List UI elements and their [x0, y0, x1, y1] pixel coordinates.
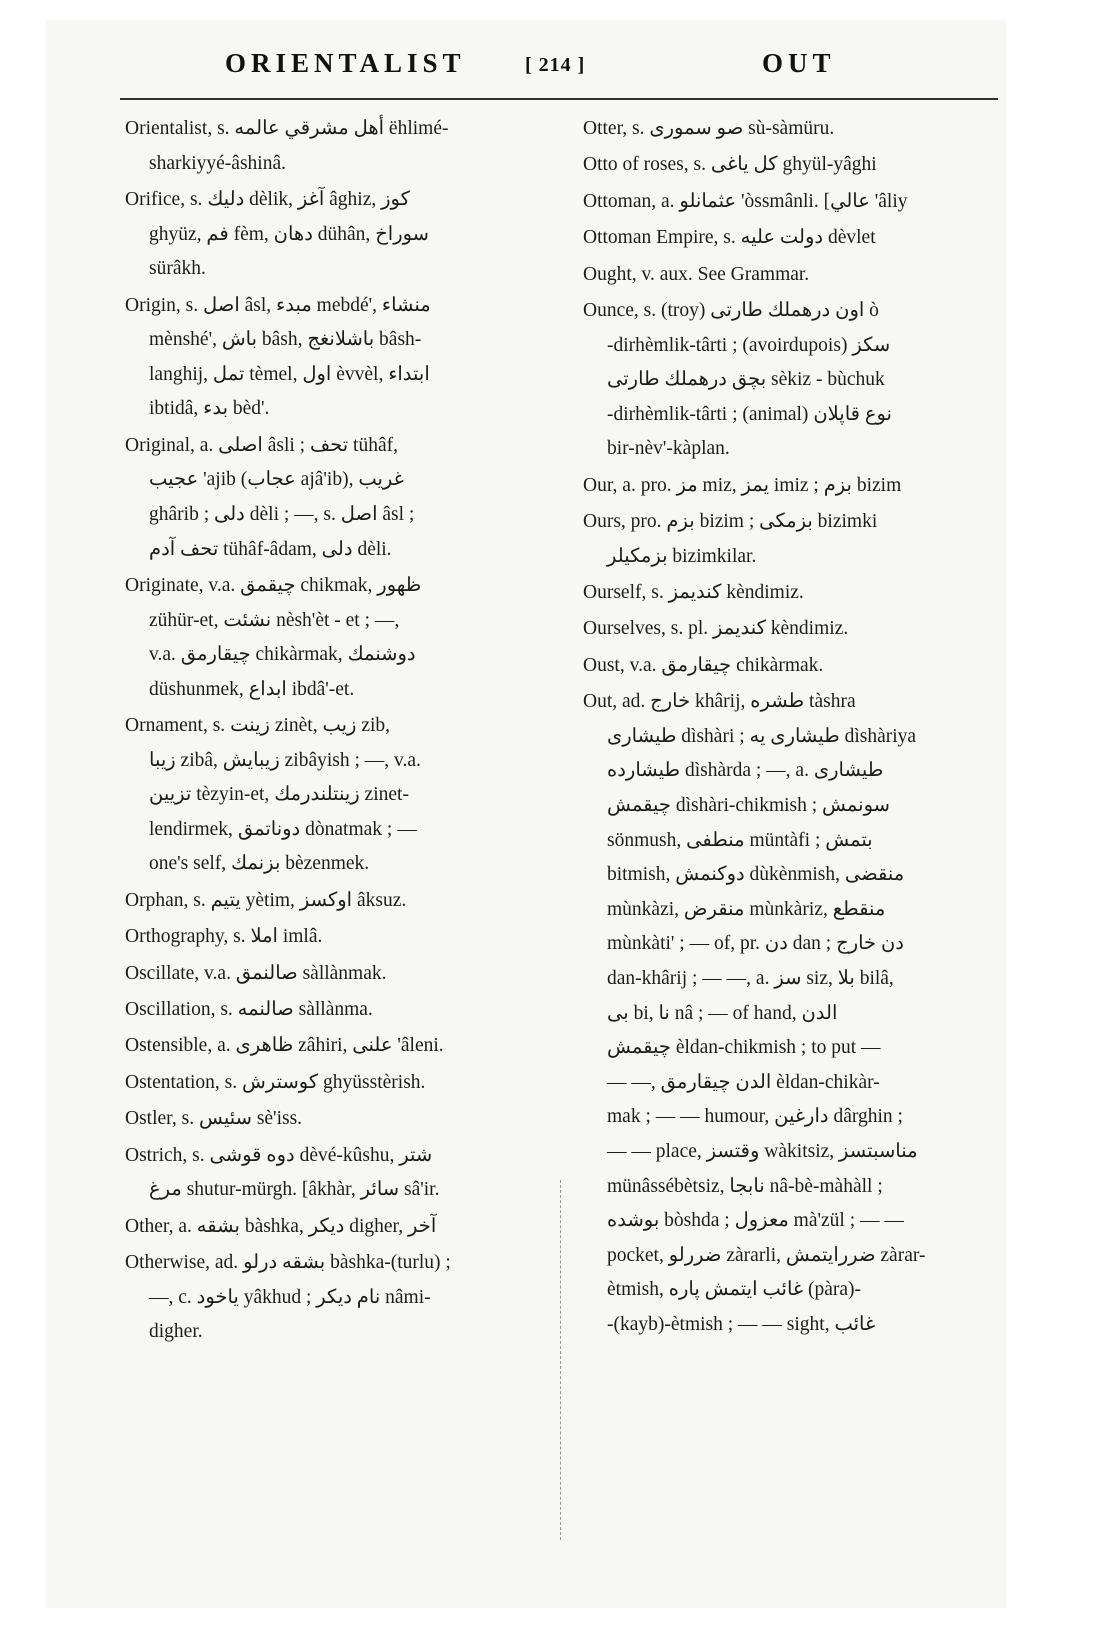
entry-continuation: sönmush, منطفى müntàfi ; بتمش	[607, 829, 873, 851]
entry-headline: Originate, v.a. چيقمق chikmak, ظهور	[125, 574, 422, 596]
dictionary-entry	[125, 112, 545, 181]
entry-headline: Origin, s. اصل âsl, مبدء mebdé', منشاء	[125, 294, 431, 316]
entry-continuation: digher.	[149, 1321, 203, 1343]
column-divider	[560, 1180, 562, 1540]
entry-headline: Original, a. اصلی âsli ; تحف tühâf,	[125, 434, 398, 456]
entry-continuation: mak ; — — humour, دارغين dârghin ;	[607, 1106, 903, 1128]
dictionary-entry	[125, 289, 545, 427]
entry-headline: Ottoman, a. عثمانلو 'òssmânli. [عالي 'âliy	[583, 190, 908, 212]
entry-continuation: زيبا zibâ, زيبايش zibâyish ; —, v.a.	[149, 749, 421, 771]
entry-headline: Orthography, s. املا imlâ.	[125, 926, 323, 948]
entry-headline: Out, ad. خارج khârij, طشره tàshra	[583, 691, 856, 713]
left-column	[125, 112, 545, 1352]
dictionary-entry	[125, 993, 545, 1028]
entry-headline: Orphan, s. يتيم yètim, اوكسز âksuz.	[125, 889, 407, 911]
entry-continuation: بوشده bòshda ; معزول mà'zül ; — —	[607, 1210, 904, 1232]
right-column	[583, 112, 998, 1344]
entry-continuation: ibtidâ, بدء bèd'.	[149, 398, 270, 420]
dictionary-entry	[125, 569, 545, 707]
entry-continuation: چيقمش dìshàri-chikmish ; سونمش	[607, 795, 891, 817]
entry-continuation: langhij, تمل tèmel, اول èvvèl, ابتداء	[149, 363, 430, 385]
entry-continuation: sharkiyyé-âshinâ.	[149, 152, 286, 174]
dictionary-entry	[583, 148, 998, 183]
entry-continuation: ghârib ; دلى dèli ; —, s. اصل âsl ;	[149, 503, 415, 525]
entry-headline: Otto of roses, s. كل ياغى ghyül-yâghi	[583, 154, 877, 176]
entry-continuation: طيشارى dìshàri ; طيشارى يه dìshàriya	[607, 725, 917, 747]
dictionary-entry	[125, 183, 545, 287]
dictionary-entry	[125, 1210, 545, 1245]
entry-continuation: مرغ shutur-mürgh. [âkhàr, سائر sâ'ir.	[149, 1179, 440, 1201]
entry-continuation: چيقمش èldan-chikmish ; to put —	[607, 1037, 881, 1059]
entry-continuation: v.a. چيقارمق chikàrmak, دوشنمك	[149, 644, 416, 666]
entry-continuation: — —, الدن چيقارمق èldan-chikàr-	[607, 1071, 880, 1093]
entry-headline: Oust, v.a. چيقارمق chikàrmak.	[583, 654, 824, 676]
dictionary-entry	[583, 505, 998, 574]
entry-continuation: —, c. ياخود yâkhud ; نام ديكر nâmi-	[149, 1286, 431, 1308]
entry-continuation: lendirmek, دوناتمق dònatmak ; —	[149, 818, 417, 840]
entry-continuation: ètmish, غائب ايتمش پاره (pàra)-	[607, 1279, 862, 1301]
dictionary-entry	[583, 221, 998, 256]
entry-headline: Ostentation, s. كوسترش ghyüsstèrish.	[125, 1071, 426, 1093]
entry-continuation: — — place, وقتسز wàkitsiz, مناسبتسز	[607, 1140, 918, 1162]
entry-continuation: -dirhèmlik-târti ; (animal) نوع قاپلان	[607, 403, 892, 425]
entry-continuation: mùnkàti' ; — of, pr. دن dan ; دن خارج	[607, 933, 904, 955]
entry-headline: Ought, v. aux. See Grammar.	[583, 263, 810, 285]
running-head-right: OUT	[762, 48, 836, 78]
dictionary-entry	[125, 709, 545, 882]
dictionary-entry	[583, 685, 998, 1342]
entry-headline: Other, a. بشقه bàshka, ديكر digher, آخر	[125, 1215, 437, 1237]
dictionary-entry	[125, 1066, 545, 1101]
entry-continuation: mùnkàzi, منقرض mùnkàriz, منقطع	[607, 898, 886, 920]
entry-continuation: بچق درهملك طارتى sèkiz - bùchuk	[607, 369, 885, 391]
dictionary-entry	[583, 258, 998, 293]
entry-continuation: bir-nèv'-kàplan.	[607, 438, 730, 460]
entry-continuation: zühür-et, نشئت nèsh'èt - et ; —,	[149, 609, 400, 631]
entry-headline: Ottoman Empire, s. دولت عليه dèvlet	[583, 227, 876, 249]
entry-headline: Our, a. pro. مز miz, يمز imiz ; بزم bizim	[583, 474, 902, 496]
entry-continuation: -(kayb)-ètmish ; — — sight, غائب	[607, 1313, 876, 1335]
entry-continuation: بزمكيلر bizimkilar.	[607, 545, 757, 567]
entry-continuation: münâssébètsiz, نابجا nâ-bè-màhàll ;	[607, 1175, 883, 1197]
entry-continuation: dan-khârij ; — —, a. سز siz, بلا bilâ,	[607, 968, 894, 990]
dictionary-entry	[583, 576, 998, 611]
entry-continuation: تزيين tèzyin-et, زينتلندرمك zinet-	[149, 784, 409, 806]
dictionary-entry	[125, 1246, 545, 1350]
entry-headline: Orientalist, s. أهل مشرقي عالمه ëhlimé-	[125, 118, 449, 139]
entry-continuation: sürâkh.	[149, 258, 206, 280]
entry-headline: Ostler, s. سئيس sè'iss.	[125, 1108, 303, 1130]
running-head-left: ORIENTALIST	[225, 48, 466, 78]
dictionary-entry	[125, 1102, 545, 1137]
dictionary-entry	[583, 612, 998, 647]
entry-continuation: تحف آدم tühâf-âdam, دلی dèli.	[149, 538, 392, 560]
dictionary-entry	[125, 1139, 545, 1208]
entry-headline: Oscillate, v.a. صالنمق sàllànmak.	[125, 962, 387, 984]
entry-continuation: عجيب 'ajib (عجاب ajâ'ib), غريب	[149, 469, 404, 491]
entry-headline: Oscillation, s. صالنمه sàllànma.	[125, 999, 373, 1021]
page-number: [ 214 ]	[525, 54, 586, 76]
dictionary-entry	[125, 957, 545, 992]
entry-headline: Ostensible, a. ظاهرى zâhiri, علنى 'âleni.	[125, 1035, 444, 1057]
entry-continuation: one's self, بزنمك bèzenmek.	[149, 853, 370, 875]
entry-continuation: düshunmek, ابداع ibdâ'-et.	[149, 678, 355, 700]
header-rule	[120, 98, 998, 100]
dictionary-entry	[125, 429, 545, 567]
dictionary-entry	[583, 112, 998, 147]
entry-headline: Ourself, s. كنديمز kèndimiz.	[583, 582, 804, 604]
dictionary-entry	[583, 469, 998, 504]
entry-headline: Ounce, s. (troy) اون درهملك طارتى ò	[583, 299, 879, 321]
entry-headline: Ostrich, s. دوه قوشى dèvé-kûshu, شتر	[125, 1144, 433, 1166]
entry-headline: Ornament, s. زينت zinèt, زيب zib,	[125, 715, 391, 737]
entry-headline: Ours, pro. بزم bizim ; بزمكى bizimki	[583, 511, 878, 533]
entry-continuation: bitmish, دوكنمش dùkènmish, منقضى	[607, 864, 905, 886]
dictionary-entry	[125, 1029, 545, 1064]
entry-continuation: طيشارده dìshàrda ; —, a. طيشارى	[607, 760, 884, 782]
entry-headline: Otherwise, ad. بشقه درلو bàshka-(turlu) ;	[125, 1251, 451, 1273]
page-header	[120, 48, 1000, 88]
entry-headline: Otter, s. صو سمورى sù-sàmüru.	[583, 118, 835, 139]
dictionary-entry	[583, 649, 998, 684]
entry-continuation: mènshé', باش bâsh, باشلانغج bâsh-	[149, 329, 422, 351]
entry-continuation: -dirhèmlik-târti ; (avoirdupois) سكز	[607, 334, 891, 356]
dictionary-entry	[125, 884, 545, 919]
entry-continuation: pocket, ضررلو zàrarli, ضررايتمش zàrar-	[607, 1244, 926, 1266]
entry-continuation: ghyüz, فم fèm, دهان dühân, سوراخ	[149, 223, 430, 245]
entry-headline: Orifice, s. دليك dèlik, آغز âghiz, كوز	[125, 188, 410, 210]
dictionary-entry	[583, 185, 998, 220]
dictionary-entry	[583, 294, 998, 467]
dictionary-entry	[125, 920, 545, 955]
entry-headline: Ourselves, s. pl. كنديمز kèndimiz.	[583, 618, 849, 640]
entry-continuation: بى bi, نا nâ ; — of hand, الدن	[607, 1002, 838, 1024]
